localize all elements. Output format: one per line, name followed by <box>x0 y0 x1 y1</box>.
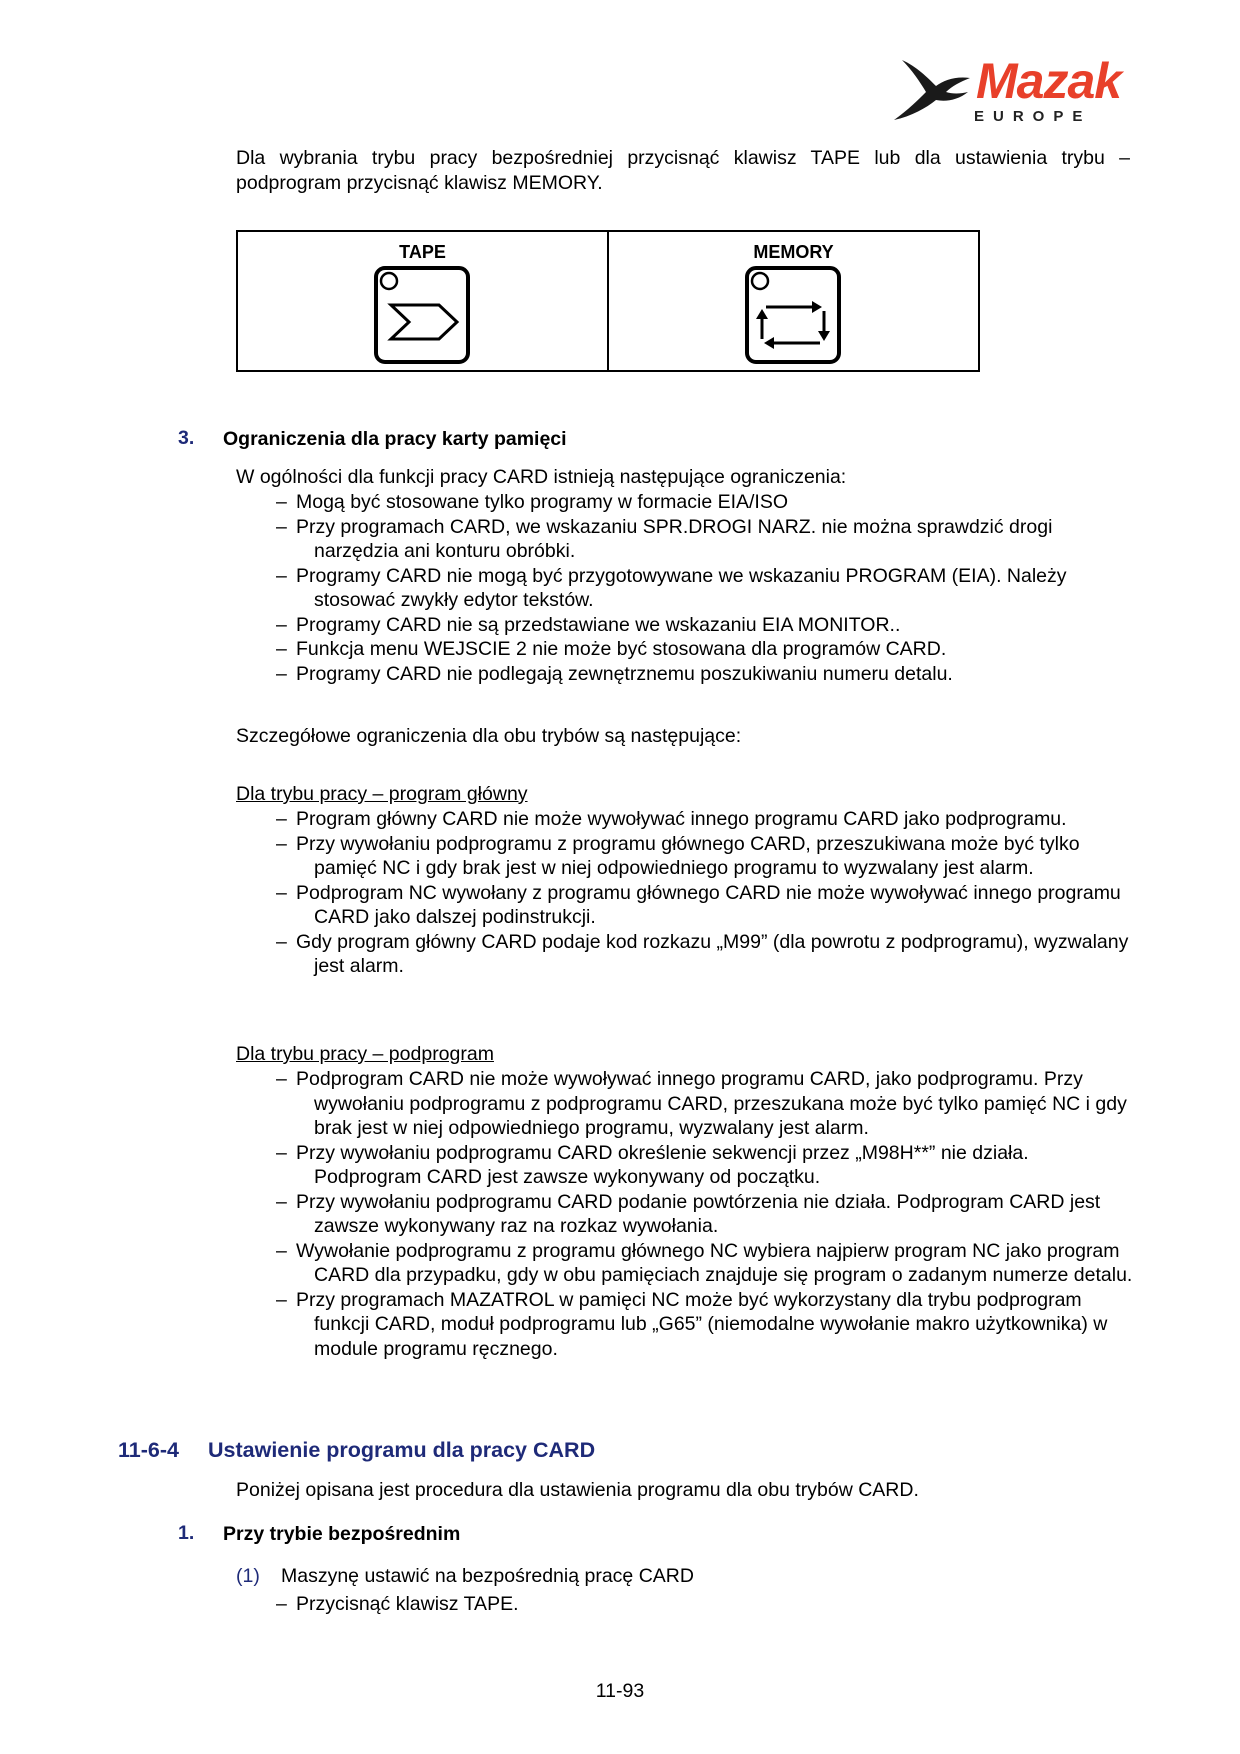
mazak-logo <box>890 53 1130 128</box>
memory-key-icon <box>744 265 842 365</box>
list-item: – Funkcja menu WEJSCIE 2 nie może być stosowana dla programów CARD. <box>276 638 947 660</box>
list-item: – Przy wywołaniu podprogramu z programu głównego CARD, przeszukiwana może być tylko pamięć NC i gdy brak jest w niej odpowiedniego programu to wyzwalany jest alarm. <box>276 832 1080 879</box>
page-number: 11-93 <box>595 1680 645 1702</box>
main-mode-title: Dla trybu pracy – program główny <box>236 783 528 805</box>
substep-number: (1) <box>236 1565 260 1587</box>
section-3-lead: W ogólności dla funkcji pracy CARD istnieją następujące ograniczenia: <box>236 466 847 488</box>
list-item: – Program główny CARD nie może wywoływać innego programu CARD jako podprogramu. <box>276 808 1067 830</box>
section-11-6-4-lead: Poniżej opisana jest procedura dla ustawienia programu dla obu trybów CARD. <box>236 1479 919 1501</box>
section-3-number: 3. <box>178 427 195 449</box>
list-item: – Podprogram CARD nie może wywoływać innego programu CARD, jako podprogramu. Przy wywołaniu podprogramu z podprogramu CARD, przeszukana może być tylko pamięć NC i gdy brak jest w niej odpowiedniego programu, wyzwalany jest alarm. <box>276 1068 1127 1139</box>
sub-mode-title: Dla trybu pracy – podprogram <box>236 1043 494 1065</box>
memory-key-cell <box>607 232 978 370</box>
list-item: – Programy CARD nie są przedstawiane we wskazaniu EIA MONITOR.. <box>276 613 901 636</box>
tape-key-icon <box>373 265 471 365</box>
section-3-list <box>236 490 1136 686</box>
list-item: – Przy wywołaniu podprogramu CARD określenie sekwencji przez „M98H**” nie działa. Podprogram CARD jest zawsze wykonywany od początku. <box>276 1141 1029 1188</box>
step-1-title: Przy trybie bezpośrednim <box>223 1523 461 1545</box>
substep-text: Maszynę ustawić na bezpośrednią pracę CARD <box>281 1565 694 1587</box>
intro-paragraph: Dla wybrania trybu pracy bezpośredniej przycisnąć klawisz TAPE lub dla ustawienia trybu – podprogram przycisnąć klawisz MEMORY. <box>236 147 1130 194</box>
list-item: – Wywołanie podprogramu z programu głównego NC wybiera najpierw program NC jako program CARD dla przypadku, gdy w obu pamięciach znajduje się program o zadanym numerze detalu. <box>276 1239 1133 1286</box>
list-item: – Przy programach CARD, we wskazaniu SPR.DROGI NARZ. nie można sprawdzić drogi narzędzia ani konturu obróbki. <box>276 515 1053 562</box>
memory-key-label: MEMORY <box>753 242 834 262</box>
bird-icon <box>890 56 980 128</box>
brand-name: Mazak <box>976 53 1122 109</box>
details-paragraph: Szczegółowe ograniczenia dla obu trybów są następujące: <box>236 725 742 747</box>
substep-list <box>236 1592 1136 1617</box>
list-item: – Podprogram NC wywołany z programu głównego CARD nie może wywoływać innego programu CARD jako dalszej podinstrukcji. <box>276 881 1121 928</box>
step-1-number: 1. <box>178 1522 195 1544</box>
key-table <box>236 230 980 372</box>
brand-sub: EUROPE <box>974 108 1092 125</box>
list-item: – Przycisnąć klawisz TAPE. <box>276 1593 519 1615</box>
main-mode-list <box>236 807 1136 979</box>
list-item: – Mogą być stosowane tylko programy w formacie EIA/ISO <box>276 491 789 513</box>
list-item: – Przy wywołaniu podprogramu CARD podanie powtórzenia nie działa. Podprogram CARD jest zawsze wykonywany raz na rozkaz wywołania. <box>276 1190 1101 1237</box>
section-11-6-4-number: 11-6-4 <box>118 1438 179 1462</box>
tape-key-cell <box>238 232 607 370</box>
section-3-title: Ograniczenia dla pracy karty pamięci <box>223 428 567 450</box>
list-item: – Programy CARD nie podlegają zewnętrznemu poszukiwaniu numeru detalu. <box>276 662 953 685</box>
tape-key-label: TAPE <box>399 242 446 262</box>
list-item: – Przy programach MAZATROL w pamięci NC może być wykorzystany dla trybu podprogram funkcji CARD, moduł podprogramu lub „G65” (niemodalne wywołanie makro użytkownika) w module programu ręcznego. <box>276 1288 1108 1360</box>
section-11-6-4-title: Ustawienie programu dla pracy CARD <box>208 1438 596 1462</box>
list-item: – Programy CARD nie mogą być przygotowywane we wskazaniu PROGRAM (EIA). Należy stosować zwykły edytor tekstów. <box>276 564 1067 611</box>
list-item: – Gdy program główny CARD podaje kod rozkazu „M99” (dla powrotu z podprogramu), wyzwalany jest alarm. <box>276 930 1129 977</box>
sub-mode-list <box>236 1067 1136 1361</box>
